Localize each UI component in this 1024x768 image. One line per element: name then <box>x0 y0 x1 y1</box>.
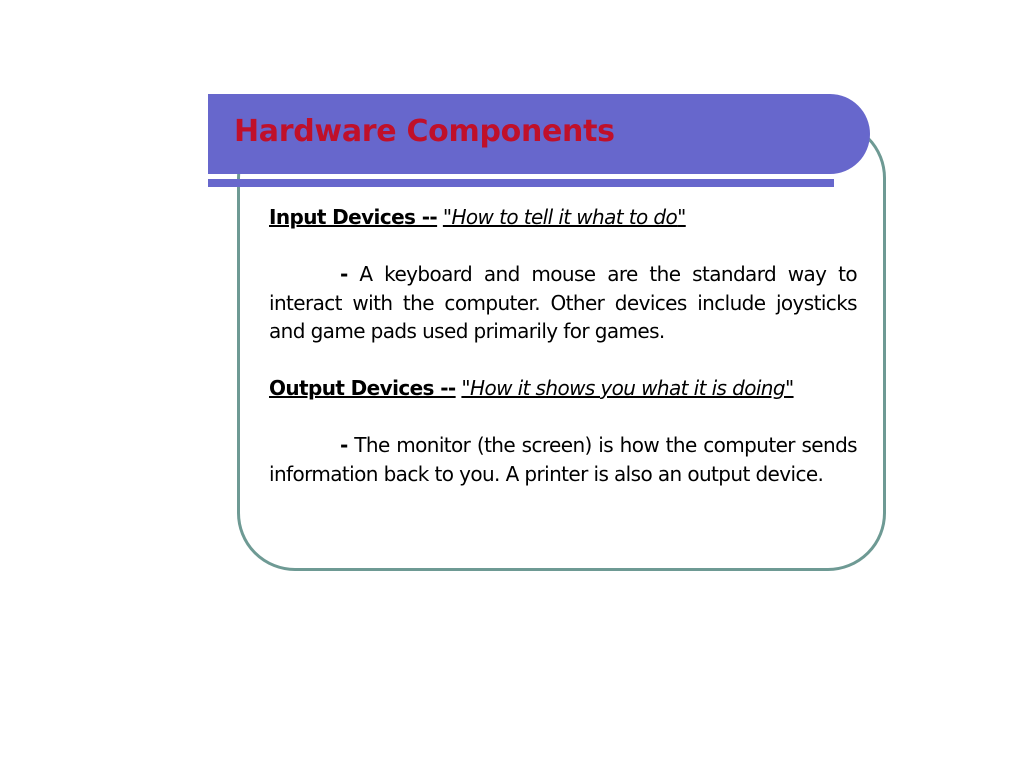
spacer <box>269 346 857 375</box>
input-devices-description: A keyboard and mouse are the standard way to interact with the computer. Other devices include joysticks and game pads used primarily for games. <box>269 262 857 343</box>
input-devices-quote-open: " <box>442 205 452 229</box>
output-devices-subtitle: "How it shows you what it is doing" <box>461 376 794 400</box>
spacer <box>269 232 857 261</box>
slide-title: Hardware Components <box>234 114 615 149</box>
input-devices-label: Input Devices -- <box>269 205 438 229</box>
input-devices-bullet: - <box>340 262 348 286</box>
output-devices-heading <box>269 374 857 403</box>
input-devices-quote-close: " <box>677 205 686 229</box>
output-devices-description: The monitor (the screen) is how the computer sends information back to you. A printer is also an output device. <box>269 433 857 486</box>
spacer <box>269 403 857 432</box>
input-devices-heading <box>269 203 857 232</box>
output-devices-label: Output Devices -- <box>269 376 456 400</box>
input-devices-subtitle: How to tell it what to do <box>451 205 678 229</box>
output-devices-bullet: - <box>340 433 348 457</box>
output-devices-text <box>269 431 857 488</box>
title-underline <box>208 179 834 187</box>
input-devices-text <box>269 260 857 346</box>
slide-content <box>269 203 857 488</box>
